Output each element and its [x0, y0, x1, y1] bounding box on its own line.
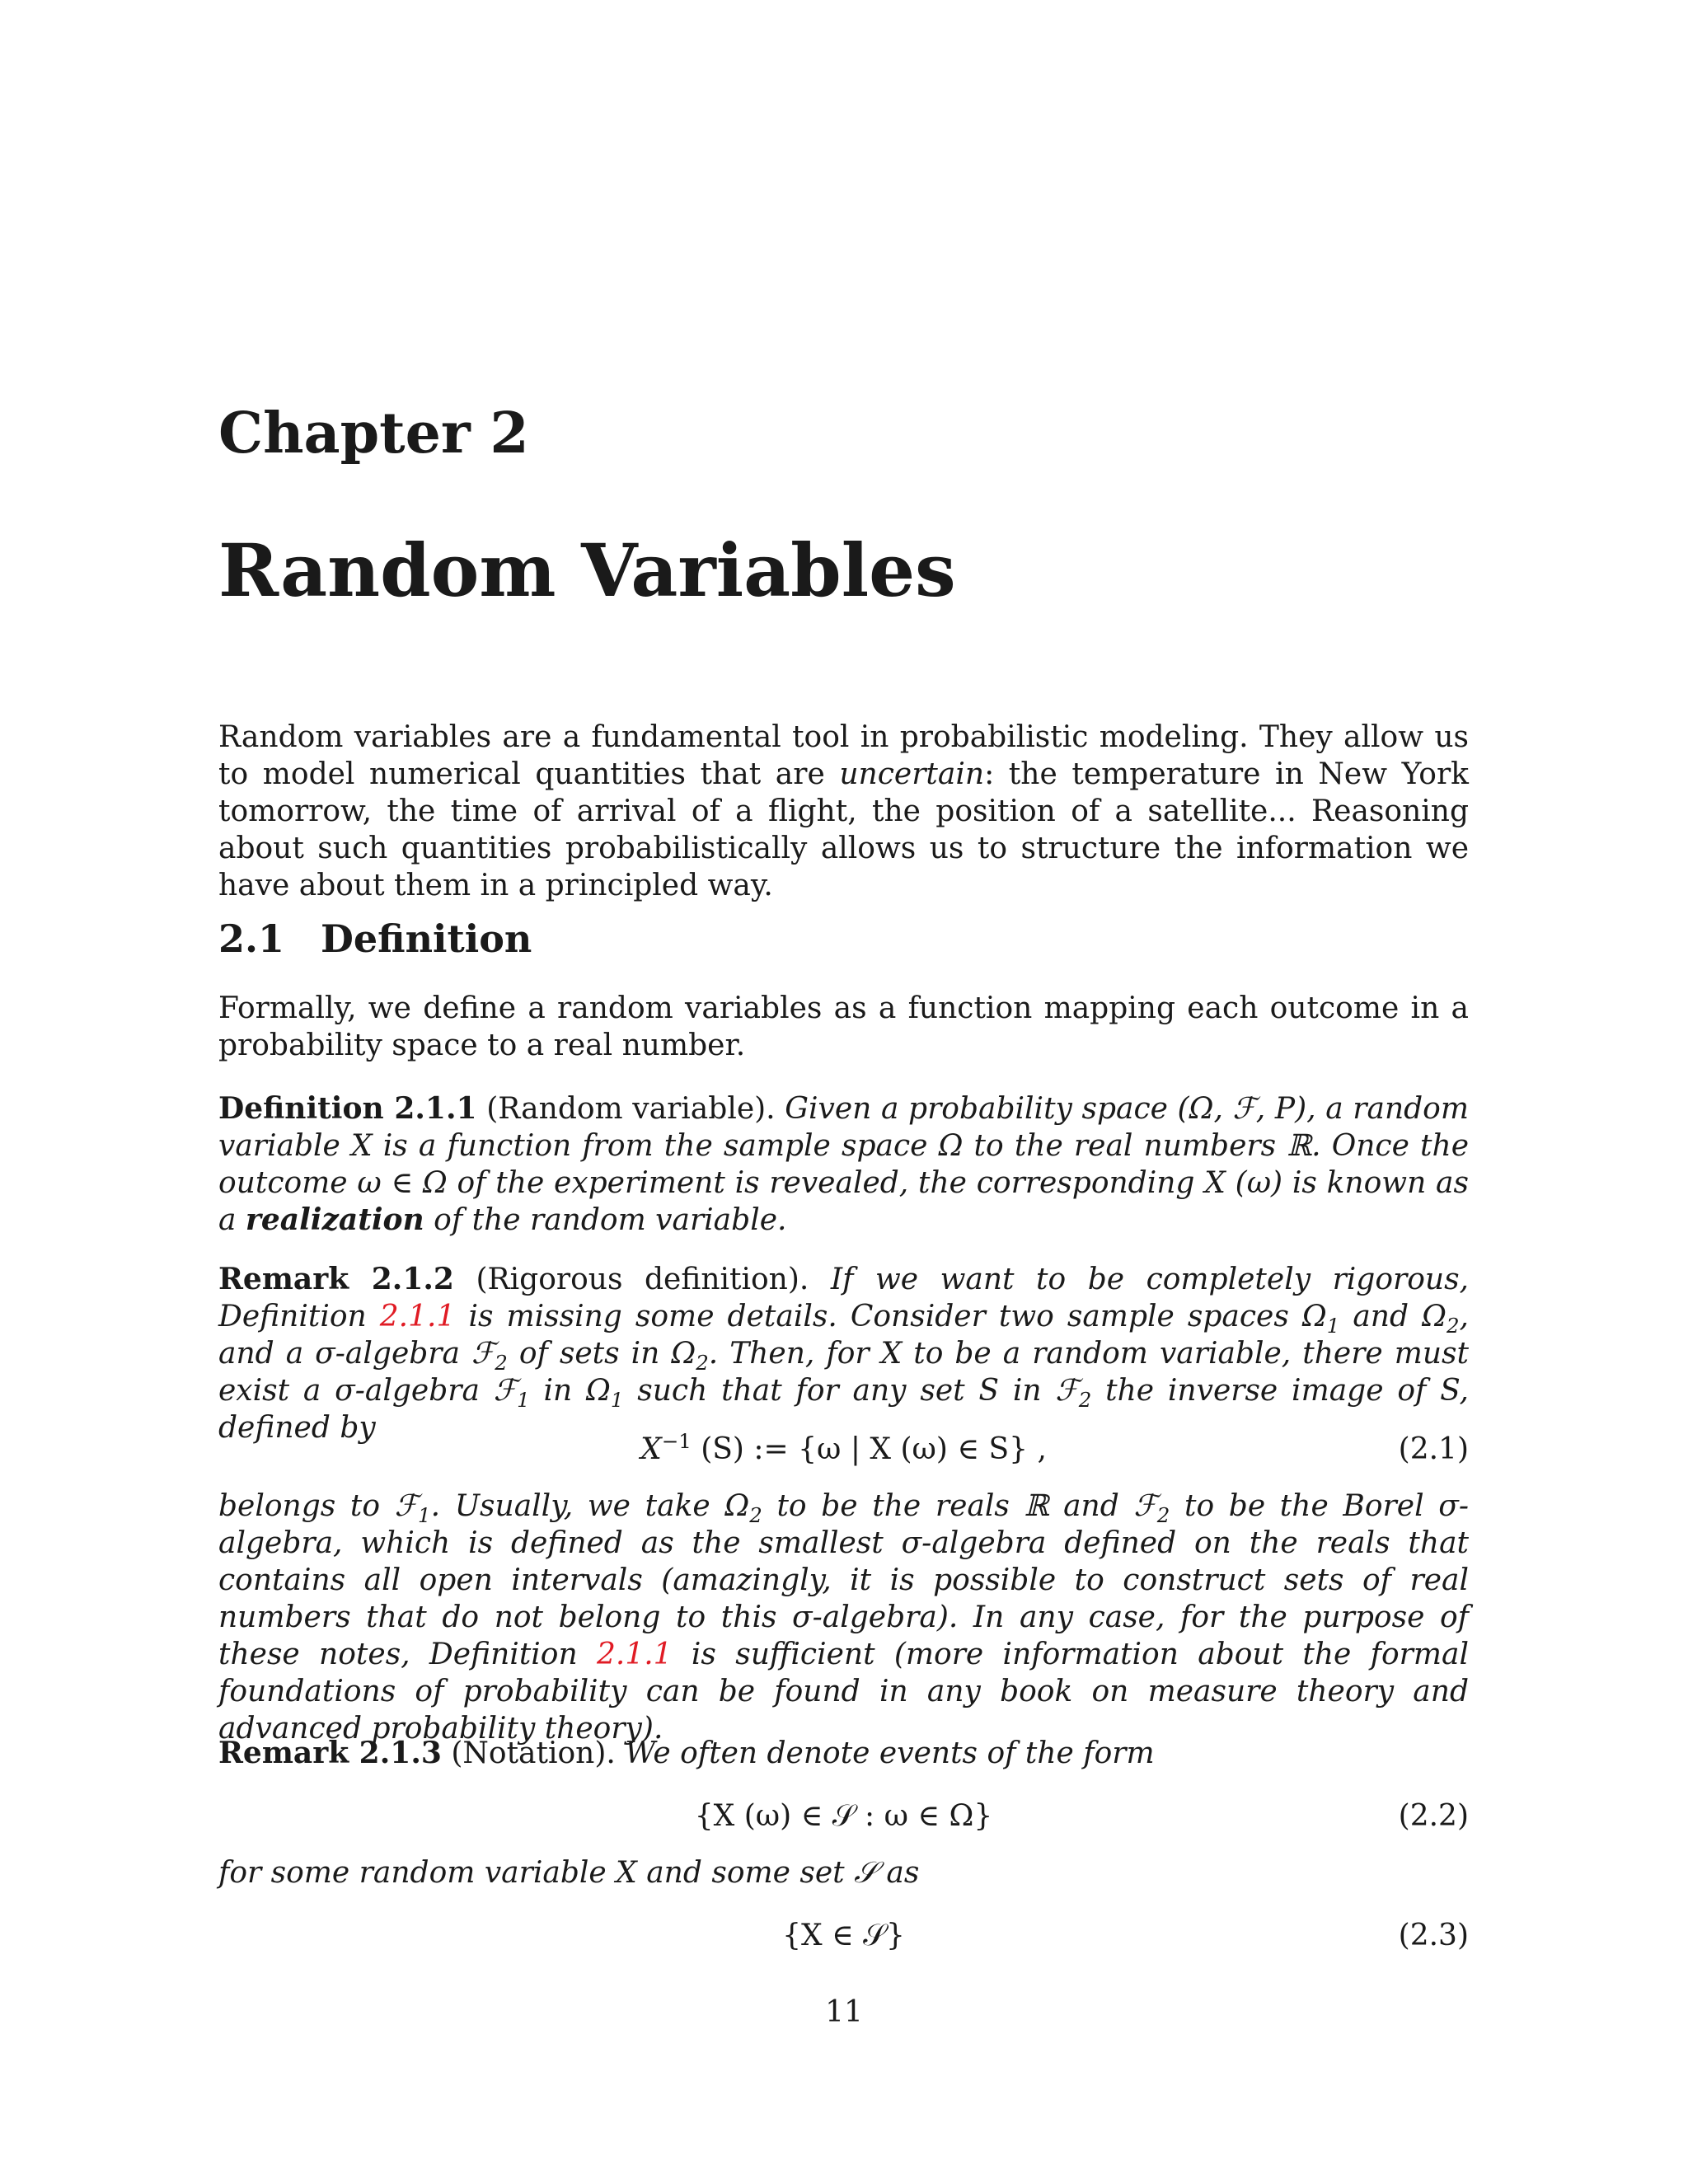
intro-paragraph — [218, 719, 1469, 904]
subscript: 2 — [749, 1503, 762, 1528]
equation-number: (2.1) — [1398, 1432, 1469, 1466]
remark-3-label: Remark 2.1.3 — [218, 1736, 442, 1770]
remark-2-text-7: in Ω — [529, 1374, 611, 1408]
chapter-label: Chapter 2 — [218, 401, 529, 466]
definition-2-1-1 — [218, 1090, 1469, 1239]
remark-2-text-8: such that for any set S in ℱ — [623, 1374, 1079, 1408]
continuation-text-1: belongs to ℱ — [218, 1489, 419, 1523]
definition-reference-link[interactable]: 2.1.1 — [379, 1300, 456, 1333]
continuation-text-5: is sufficient (more information about the formal foundations of probability can be found in any book on measure theory and advanced probability theory). — [218, 1638, 1469, 1746]
remark-2-continuation — [218, 1488, 1469, 1747]
equation-2-3 — [218, 1916, 1469, 1956]
remark-2-name: (Rigorous definition). — [476, 1263, 809, 1296]
continuation-text-4: to be the Borel σ-algebra, which is defined as the smallest σ-algebra defined on the reals that contains all open intervals (amazingly, it is possible to construct sets of real numbers that do not belong to this σ-algebra). In any case, for the purpose of these notes, Definition — [218, 1489, 1469, 1671]
subscript: 1 — [517, 1388, 530, 1413]
chapter-title: Random Variables — [218, 527, 956, 613]
formal-paragraph: Formally, we define a random variables as a function mapping each outcome in a probability space to a real number. — [218, 991, 1469, 1062]
remark-3-name: (Notation). — [451, 1736, 616, 1770]
remark-2-text-2: is missing some details. Consider two sample spaces Ω — [455, 1300, 1327, 1333]
definition-name: (Random variable). — [486, 1092, 776, 1126]
superscript: −1 — [661, 1429, 692, 1453]
subscript: 1 — [418, 1503, 431, 1528]
continuation-text-2: . Usually, we take Ω — [430, 1489, 750, 1523]
section-heading — [218, 916, 1469, 962]
page-number: 11 — [825, 1995, 863, 2029]
subscript: 1 — [610, 1388, 624, 1413]
equation-number: (2.3) — [1398, 1919, 1469, 1952]
section-title: Definition — [321, 916, 532, 961]
equation-base: X — [640, 1432, 662, 1466]
continuation-text-3: to be the reals ℝ and ℱ — [762, 1489, 1157, 1523]
subscript: 2 — [1446, 1314, 1460, 1338]
definition-text-2: of the random variable. — [424, 1203, 787, 1237]
between-equations-text: for some random variable X and some set 𝒮 as — [218, 1856, 920, 1890]
definition-reference-link[interactable]: 2.1.1 — [596, 1638, 673, 1671]
intro-text-1: Random variables are a fundamental tool in probabilistic modeling. They allow us to model numerical quantities that are — [218, 720, 1469, 791]
subscript: 2 — [696, 1351, 709, 1376]
definition-label: Definition 2.1.1 — [218, 1091, 477, 1126]
remark-2-text-3: and Ω — [1339, 1300, 1447, 1333]
section-number: 2.1 — [218, 916, 285, 961]
subscript: 2 — [495, 1351, 508, 1376]
definition-keyword: realization — [245, 1202, 424, 1237]
equation-rest: (S) := {ω | X (ω) ∈ S} , — [691, 1432, 1047, 1466]
remark-2-text-6: . Then, for X to be a random variable, there must exist a σ-algebra ℱ — [218, 1337, 1469, 1408]
remark-2-text-4: , and a σ-algebra ℱ — [218, 1300, 1469, 1371]
equation-2-3-body: {X ∈ 𝒮} — [782, 1919, 905, 1952]
intro-text-2: : the temperature in New York tomorrow, the time of arrival of a flight, the position of a satellite... Reasoning about such quantities probabilistically allows us to structure the information we have about them in a principled way. — [218, 757, 1469, 902]
definition-text-1: Given a probability space (Ω, ℱ, P), a random variable X is a function from the sample space Ω to the real numbers ℝ. Once the outcome ω ∈ Ω of the experiment is revealed, the corresponding X (ω) is known as a — [218, 1092, 1469, 1237]
subscript: 1 — [1326, 1314, 1340, 1338]
remark-2-text-1: If we want to be completely rigorous, Definition — [218, 1263, 1469, 1333]
remark-3-text: We often denote events of the form — [625, 1736, 1155, 1770]
equation-2-2-body: {X (ω) ∈ 𝒮 : ω ∈ Ω} — [694, 1799, 993, 1833]
remark-2-text-5: of sets in Ω — [507, 1337, 696, 1371]
equation-2-1 — [218, 1430, 1469, 1469]
equation-2-2 — [218, 1797, 1469, 1836]
remark-2-label: Remark 2.1.2 — [218, 1262, 454, 1296]
remark-2-1-2 — [218, 1261, 1469, 1446]
equation-number: (2.2) — [1398, 1799, 1469, 1833]
subscript: 2 — [1156, 1503, 1170, 1528]
equation-2-1-body — [218, 1430, 1469, 1469]
remark-2-text-9: the inverse image of S, defined by — [218, 1374, 1469, 1445]
remark-2-1-3 — [218, 1735, 1469, 1772]
subscript: 2 — [1078, 1388, 1092, 1413]
intro-emphasis: uncertain — [839, 757, 985, 791]
